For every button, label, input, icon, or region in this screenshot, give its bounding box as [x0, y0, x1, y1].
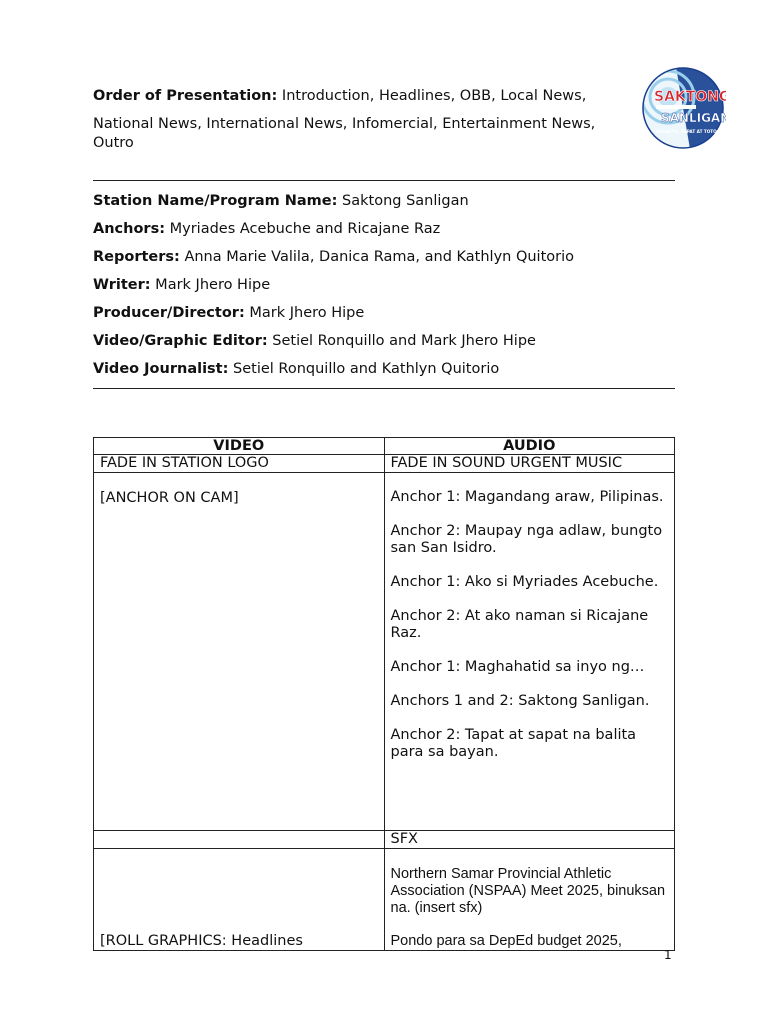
audio-cell: FADE IN SOUND URGENT MUSIC: [384, 455, 675, 473]
anchor-line: Anchor 2: Maupay nga adlaw, bungto san San Isidro.: [390, 523, 663, 556]
credit-label: Station Name/Program Name:: [93, 193, 338, 209]
credit-value: Setiel Ronquillo and Mark Jhero Hipe: [267, 333, 536, 349]
credit-writer: [93, 275, 270, 295]
table-row: [94, 473, 675, 831]
credit-reporters: [93, 247, 574, 267]
logo-top-text: SAKTONG: [654, 89, 726, 105]
anchor-line: Anchor 1: Maghahatid sa inyo ng…: [390, 659, 645, 675]
anchor-line: Anchor 1: Ako si Myriades Acebuche.: [390, 574, 659, 590]
audio-cell: [384, 849, 675, 951]
credit-value: Setiel Ronquillo and Kathlyn Quitorio: [228, 361, 500, 377]
video-cue: [ROLL GRAPHICS: Headlines: [100, 933, 303, 949]
anchor-line: Anchors 1 and 2: Saktong Sanligan.: [390, 693, 650, 709]
credit-label: Video Journalist:: [93, 361, 229, 377]
credit-value: Anna Marie Valila, Danica Rama, and Kathlyn Quitorio: [179, 249, 574, 265]
video-header: VIDEO: [94, 438, 385, 455]
order-label: Order of Presentation:: [93, 88, 278, 104]
credit-anchors: [93, 219, 440, 239]
video-cell: FADE IN STATION LOGO: [94, 455, 385, 473]
credit-value: Myriades Acebuche and Ricajane Raz: [165, 221, 441, 237]
video-cell: [94, 473, 385, 831]
credit-value: Saktong Sanligan: [337, 193, 469, 209]
credit-video-journalist: [93, 359, 499, 379]
credit-label: Reporters:: [93, 249, 180, 265]
credit-label: Producer/Director:: [93, 305, 245, 321]
anchor-line: Anchor 2: At ako naman si Ricajane Raz.: [390, 608, 649, 641]
table-row: [94, 455, 675, 473]
order-line-3: Outro: [93, 135, 134, 151]
credit-value: Mark Jhero Hipe: [150, 277, 271, 293]
station-logo: [640, 67, 726, 149]
table-row: [94, 831, 675, 849]
script-table: [93, 437, 675, 951]
headline-item: Northern Samar Provincial Athletic Association (NSPAA) Meet 2025, binuksan na. (insert sfx): [390, 866, 666, 916]
credit-producer: [93, 303, 364, 323]
audio-cell: SFX: [384, 831, 675, 849]
divider-bottom: [93, 388, 675, 389]
anchor-line: Anchor 1: Magandang araw, Pilipinas.: [390, 489, 664, 505]
video-cell: [94, 831, 385, 849]
credit-value: Mark Jhero Hipe: [244, 305, 365, 321]
order-of-presentation: [93, 86, 586, 106]
credit-label: Anchors:: [93, 221, 166, 237]
anchor-line: Anchor 2: Tapat at sapat na balita para sa bayan.: [390, 727, 637, 760]
audio-cell: [384, 473, 675, 831]
credit-label: Video/Graphic Editor:: [93, 333, 268, 349]
logo-tagline: EKSAKTO, TAPAT AT TOTOO: [656, 129, 721, 134]
video-cue: [ANCHOR ON CAM]: [100, 490, 239, 506]
audio-header: AUDIO: [384, 438, 675, 455]
order-line-1: Introduction, Headlines, OBB, Local News,: [277, 88, 587, 104]
order-line-2: National News, International News, Infomercial, Entertainment News,: [93, 116, 596, 132]
credit-label: Writer:: [93, 277, 151, 293]
headline-item: Pondo para sa DepEd budget 2025,: [390, 933, 622, 949]
credit-editor: [93, 331, 536, 351]
credit-station: [93, 191, 469, 211]
table-row: [94, 849, 675, 951]
logo-bottom-text: SANLIGAN: [661, 111, 726, 125]
page-number: 1: [664, 948, 672, 962]
table-header-row: [94, 438, 675, 455]
video-cell: [94, 849, 385, 951]
divider-top: [93, 180, 675, 181]
